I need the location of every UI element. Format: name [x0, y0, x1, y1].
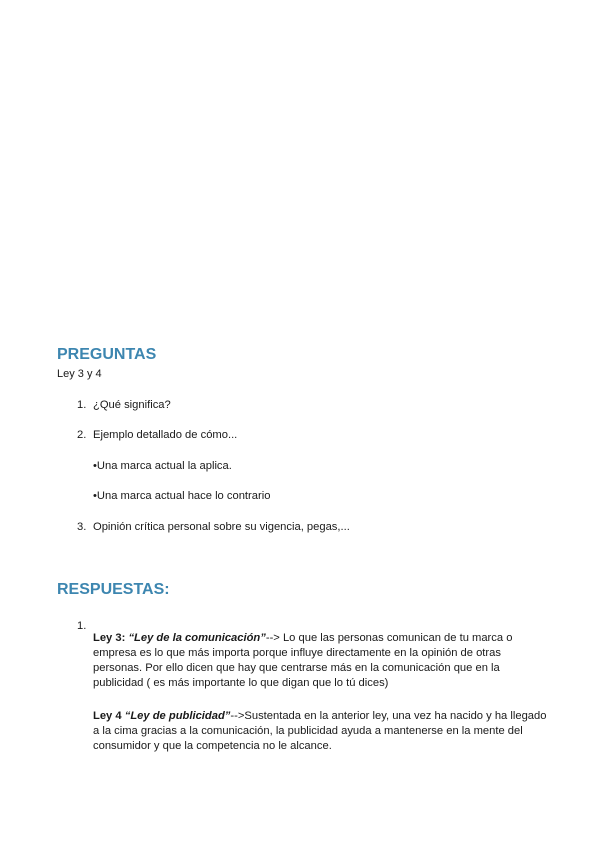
answers-heading: RESPUESTAS: — [57, 581, 170, 598]
question-text: Ejemplo detallado de cómo... — [93, 429, 238, 441]
answer-number: 1. — [77, 620, 87, 632]
law3-prefix: Ley 3: — [93, 632, 129, 644]
law4-prefix: Ley 4 — [93, 710, 125, 722]
law4-title: “Ley de publicidad” — [124, 710, 231, 722]
question-number: 2. — [77, 429, 87, 441]
questions-subheading: Ley 3 y 4 — [57, 368, 102, 380]
law3-title: “Ley de la comunicación” — [128, 632, 266, 644]
answer-law3 — [93, 631, 548, 691]
question-number: 3. — [77, 521, 87, 533]
question-number: 1. — [77, 399, 87, 411]
question-text: Opinión crítica personal sobre su vigencia, pegas,... — [93, 521, 350, 533]
answer-law4 — [93, 709, 548, 754]
question-text: ¿Qué significa? — [93, 399, 171, 411]
law4-arrow: --> — [230, 710, 245, 722]
question-subitem-text: •Una marca actual hace lo contrario — [93, 490, 271, 502]
law3-body: Lo que las personas comunican de tu marca o empresa es lo que más importa porque influye directamente en la opinión de otras personas. Por ello dicen que hay que centrarse más en la comunicación que en la publicidad ( es más importante lo que digan que lo tú dices) — [93, 632, 513, 689]
law3-arrow: --> — [265, 632, 283, 644]
law4-body: Sustentada en la anterior ley, una vez ha nacido y ha llegado a la cima gracias a la comunicación, la publicidad ayuda a mantenerse en la mente del consumidor y que la competencia no le alcance. — [93, 710, 547, 752]
questions-heading: PREGUNTAS — [57, 346, 157, 363]
question-subitem-text: •Una marca actual la aplica. — [93, 460, 232, 472]
